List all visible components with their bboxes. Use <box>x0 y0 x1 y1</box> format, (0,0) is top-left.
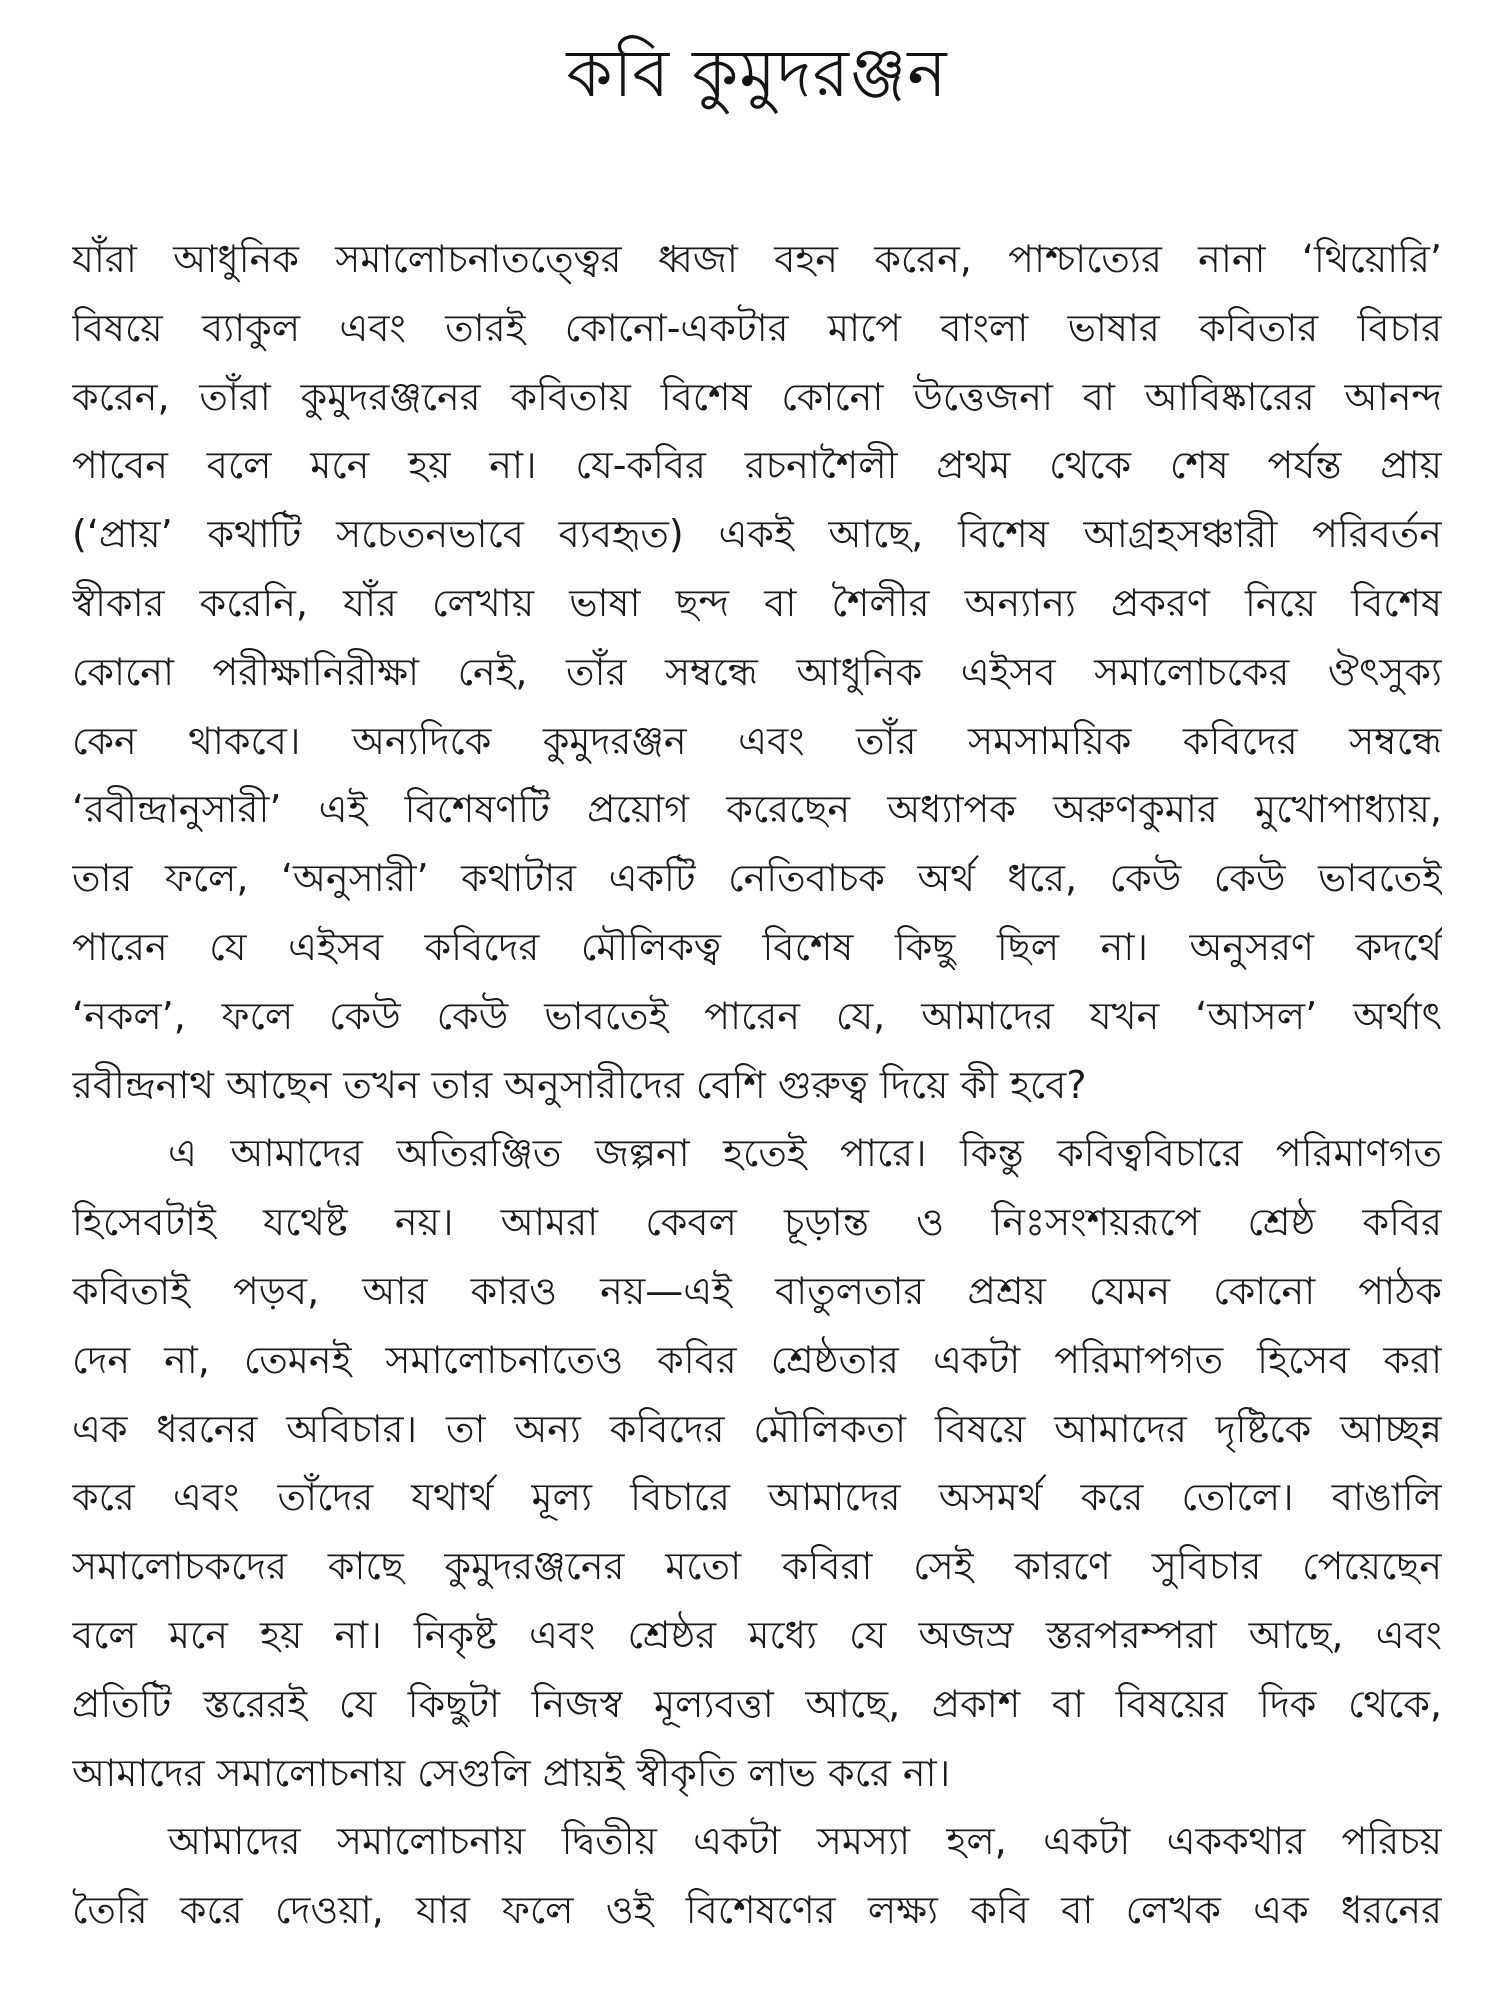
text-line: সমালোচকদের কাছে কুমুদরঞ্জনের মতো কবিরা সেই কারণে সুবিচার পেয়েছেন <box>72 1544 1442 1589</box>
text-line: এক ধরনের অবিচার। তা অন্য কবিদের মৌলিকতা বিষয়ে আমাদের দৃষ্টিকে আচ্ছন্ন <box>72 1406 1442 1451</box>
text-line: আমাদের সমালোচনায় দ্বিতীয় একটা সমস্যা হল, একটা এককথার পরিচয় <box>168 1819 1442 1864</box>
text-line: দেন না, তেমনই সমালোচনাতেও কবির শ্রেষ্ঠতার একটা পরিমাপগত হিসেব করা <box>72 1337 1442 1382</box>
text-line: এ আমাদের অতিরঞ্জিত জল্পনা হতেই পারে। কিন্তু কবিত্ববিচারে পরিমাণগত <box>168 1131 1442 1176</box>
text-line: পাবেন বলে মনে হয় না। যে-কবির রচনাশৈলী প্রথম থেকে শেষ পর্যন্ত প্রায় <box>72 443 1442 488</box>
text-line: কোনো পরীক্ষানিরীক্ষা নেই, তাঁর সম্বন্ধে আধুনিক এইসব সমালোচকের ঔৎসুক্য <box>72 649 1442 694</box>
text-line: কেন থাকবে। অন্যদিকে কুমুদরঞ্জন এবং তাঁর সমসাময়িক কবিদের সম্বন্ধে <box>72 718 1442 763</box>
text-line: পারেন যে এইসব কবিদের মৌলিকত্ব বিশেষ কিছু ছিল না। অনুসরণ কদর্থে <box>72 924 1442 969</box>
text-line: (‘প্রায়’ কথাটি সচেতনভাবে ব্যবহৃত) একই আছে, বিশেষ আগ্রহসঞ্চারী পরিবর্তন <box>72 512 1442 557</box>
text-line: বিষয়ে ব্যাকুল এবং তারই কোনো-একটার মাপে বাংলা ভাষার কবিতার বিচার <box>72 305 1442 350</box>
text-line: বলে মনে হয় না। নিকৃষ্ট এবং শ্রেষ্ঠর মধ্যে যে অজস্র স্তরপরম্পরা আছে, এবং <box>72 1612 1442 1657</box>
text-line: আমাদের সমালোচনায় সেগুলি প্রায়ই স্বীকৃতি লাভ করে না। <box>72 1750 951 1795</box>
page-title: কবি কুমুদরঞ্জন <box>566 35 948 112</box>
text-line: করেন, তাঁরা কুমুদরঞ্জনের কবিতায় বিশেষ কোনো উত্তেজনা বা আবিষ্কারের আনন্দ <box>72 374 1442 419</box>
text-line: প্রতিটি স্তরেরই যে কিছুটা নিজস্ব মূল্যবত্তা আছে, প্রকাশ বা বিষয়ের দিক থেকে, <box>72 1681 1442 1726</box>
text-line: ‘নকল’, ফলে কেউ কেউ ভাবতেই পারেন যে, আমাদের যখন ‘আসল’ অর্থাৎ <box>72 993 1442 1038</box>
body-text <box>72 225 1442 1945</box>
text-line: হিসেবটাই যথেষ্ট নয়। আমরা কেবল চূড়ান্ত ও নিঃসংশয়রূপে শ্রেষ্ঠ কবির <box>72 1200 1442 1245</box>
text-line: যাঁরা আধুনিক সমালোচনাতত্ত্বের ধ্বজা বহন করেন, পাশ্চাত্যের নানা ‘থিয়োরি’ <box>72 237 1442 281</box>
text-line: কবিতাই পড়ব, আর কারও নয়—এই বাতুলতার প্রশ্রয় যেমন কোনো পাঠক <box>72 1268 1442 1313</box>
text-line: তার ফলে, ‘অনুসারী’ কথাটার একটি নেতিবাচক অর্থ ধরে, কেউ কেউ ভাবতেই <box>72 856 1442 901</box>
text-line: তৈরি করে দেওয়া, যার ফলে ওই বিশেষণের লক্ষ্য কবি বা লেখক এক ধরনের <box>72 1888 1442 1933</box>
text-line: ‘রবীন্দ্রানুসারী’ এই বিশেষণটি প্রয়োগ করেছেন অধ্যাপক অরুণকুমার মুখোপাধ্যায়, <box>72 787 1442 832</box>
text-line: করে এবং তাঁদের যথার্থ মূল্য বিচারে আমাদের অসমর্থ করে তোলে। বাঙালি <box>72 1475 1442 1520</box>
text-line: স্বীকার করেনি, যাঁর লেখায় ভাষা ছন্দ বা শৈলীর অন্যান্য প্রকরণ নিয়ে বিশেষ <box>72 580 1442 625</box>
text-line: রবীন্দ্রনাথ আছেন তখন তার অনুসারীদের বেশি গুরুত্ব দিয়ে কী হবে? <box>72 1062 1087 1107</box>
